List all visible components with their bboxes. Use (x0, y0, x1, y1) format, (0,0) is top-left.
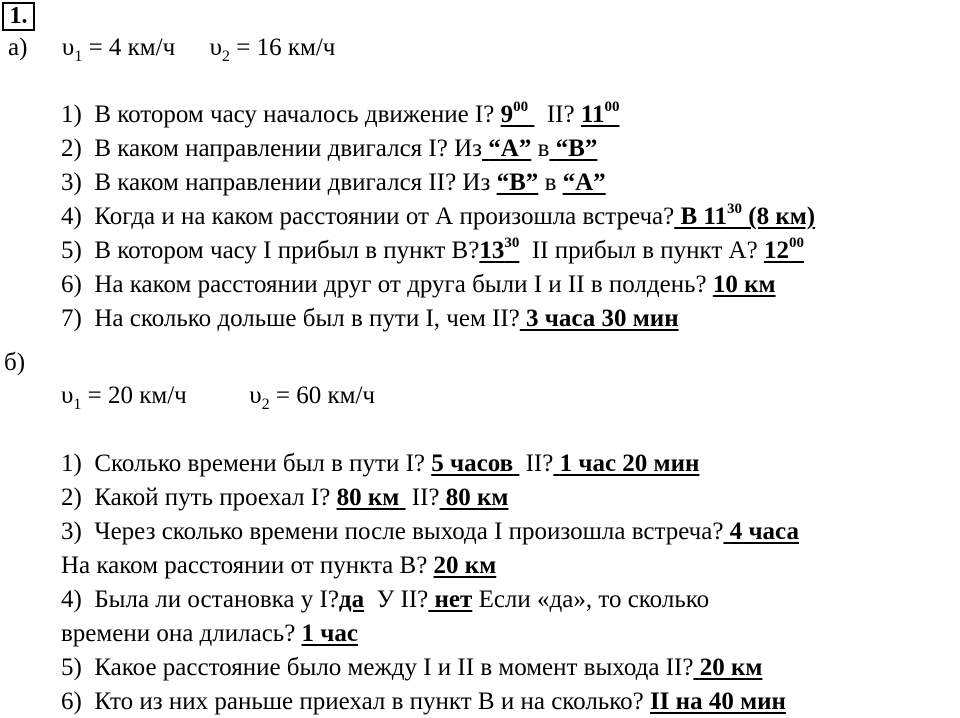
answer: 20 км (699, 654, 763, 681)
answer: $12^{00}$ (763, 234, 804, 264)
part-b-question-4: 4) Была ли остановка у I?да У II? нет Если «да», то сколько (61, 586, 710, 613)
answer: “А” (488, 135, 532, 162)
part-a-v1: $\upsilon_1 = 4$ км/ч (61, 34, 176, 65)
answer: “В” (496, 169, 539, 196)
part-b-question-6: 6) Кто из них раньше приехал в пункт В и на сколько? II на 40 мин (61, 688, 786, 715)
part-b-header (61, 381, 375, 411)
part-b-label: б) (4, 349, 26, 376)
part-b-question-4-continued: времени она длилась? 1 час (61, 620, 358, 647)
answer: II на 40 мин (649, 688, 786, 715)
part-b-question-5: 5) Какое расстояние было между I и II в момент выхода II? 20 км (61, 654, 763, 681)
answer: 10 км (712, 271, 776, 298)
part-b-question-2: 2) Какой путь проехал I? 80 км II? 80 км (61, 484, 509, 511)
answer: “А” (562, 169, 606, 196)
part-a-question-3: 3) В каком направлении двигался II? Из “В” в “А” (61, 169, 606, 196)
answer: В $11^{30}$ (8 км) (680, 200, 816, 230)
answer: 4 часа (729, 518, 799, 545)
part-a-question-6: 6) На каком расстоянии друг от друга были I и II в полдень? 10 км (61, 271, 776, 298)
answer: 20 км (433, 552, 497, 579)
part-a-v2: $\upsilon_2 = 16$ км/ч (209, 34, 336, 65)
answer: да (338, 586, 365, 613)
answer: нет (434, 586, 473, 613)
part-b-v2: $\upsilon_2 = 60$ км/ч (249, 382, 375, 413)
answer: $13^{30}$ (479, 234, 520, 264)
part-b-question-3-continued: На каком расстоянии от пункта В? 20 км (61, 552, 497, 579)
answer: 80 км (336, 484, 400, 511)
part-a-question-5: 5) В котором часу I прибыл в пункт $В?13^{30}$ II прибыл в пункт А? $12^{00}$ (61, 234, 804, 264)
answer: 1 час 20 мин (559, 450, 700, 477)
part-b-question-1: 1) Сколько времени был в пути I? 5 часов II? 1 час 20 мин (61, 450, 700, 477)
answer: $9^{00}$ (500, 98, 529, 128)
part-a-question-7: 7) На сколько дольше был в пути I, чем II? 3 часа 30 мин (61, 305, 679, 332)
part-a-question-2: 2) В каком направлении двигался I? Из “А” в “В” (61, 135, 598, 162)
part-b-v1: $\upsilon_1 = 20$ км/ч (61, 382, 187, 413)
part-b-question-3: 3) Через сколько времени после выхода I произошла встреча? 4 часа (61, 518, 799, 545)
part-a-question-1: 1) В котором часу началось движение I? $9^{00}$ II? $11^{00}$ (61, 98, 620, 128)
answer: 80 км (445, 484, 509, 511)
answer: $11^{00}$ (580, 98, 620, 128)
answer: 5 часов (431, 450, 514, 477)
part-a-question-4: 4) Когда и на каком расстоянии от А произошла встреча? В $11^{30}$ (8 км) (61, 200, 816, 230)
part-a-header (8, 33, 335, 63)
task-number-box: 1. (2, 2, 35, 31)
answer: 1 час (301, 620, 358, 647)
answer: “В” (555, 135, 598, 162)
answer: 3 часа 30 мин (526, 305, 679, 332)
part-a-label: а) (8, 34, 28, 61)
